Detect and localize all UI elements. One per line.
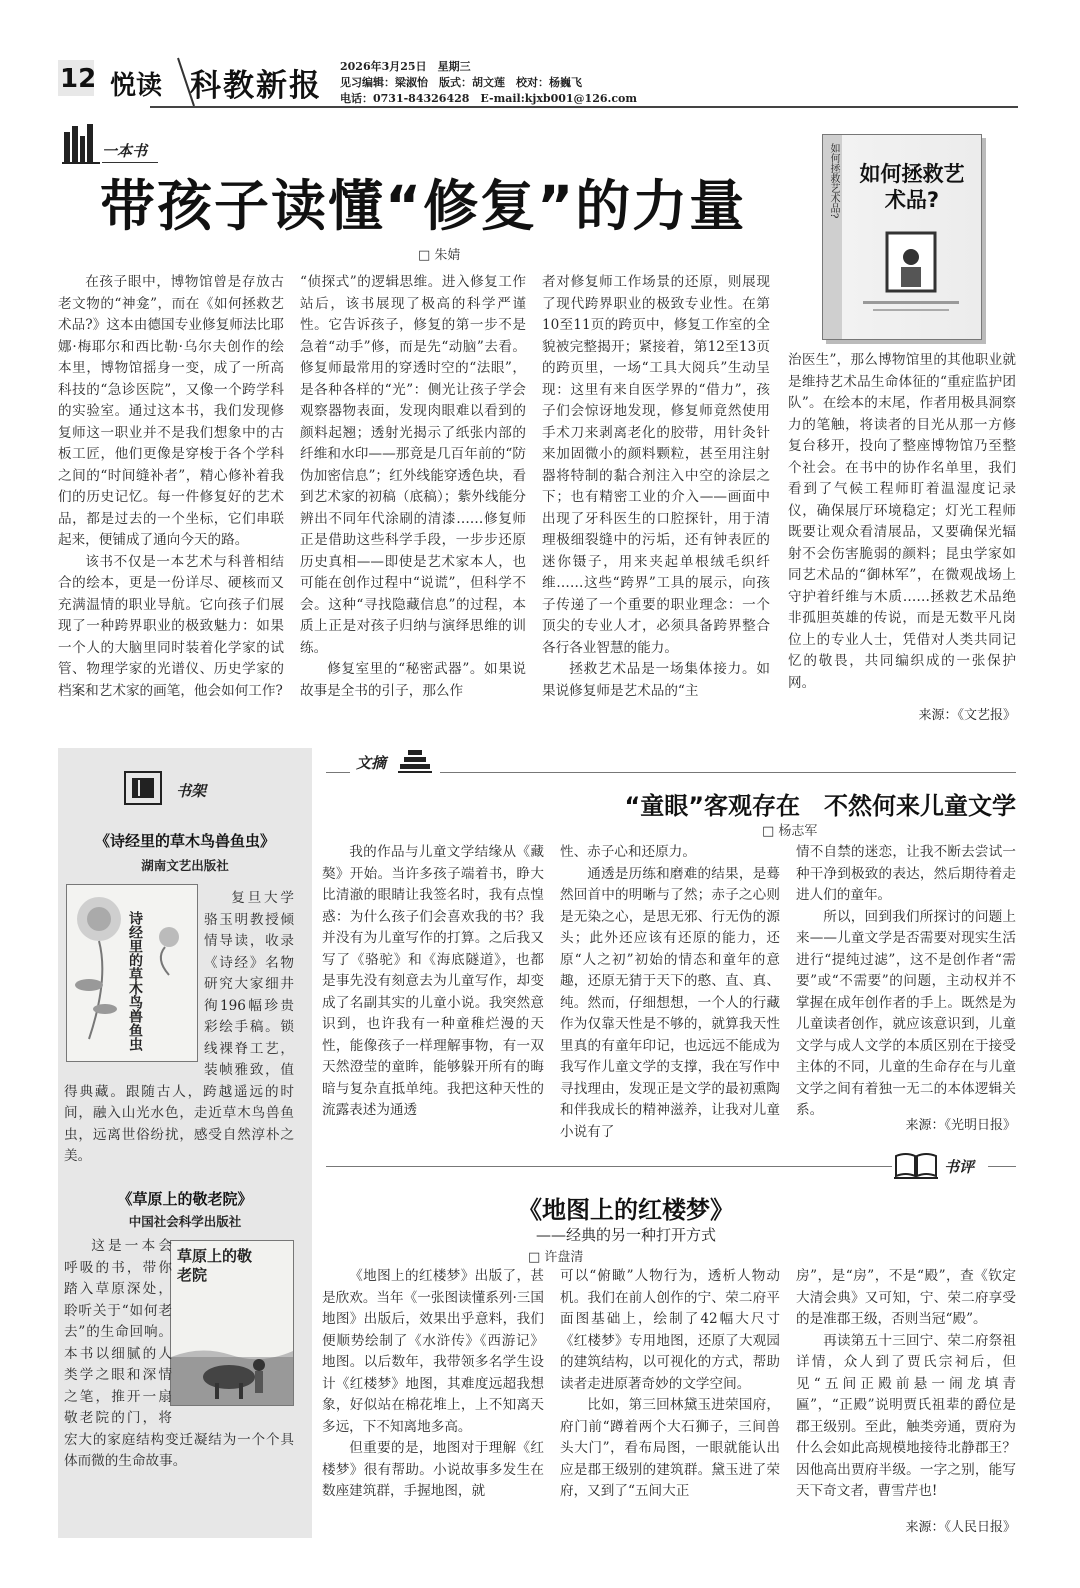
column-tag-onebook <box>62 122 172 166</box>
sidebar-book2-paragraph: 这是一本会呼吸的书，带你踏入草原深处，聆听关于“如何老去”的生命回响。本书以细腻的人类学之眼和深情之笔，推开一扇敬老院的门，将宏大的家庭结构变迁凝结为一个个具体而微的生命故事。 <box>64 1238 294 1469</box>
masthead <box>58 56 1018 108</box>
article1-col4 <box>788 350 1016 694</box>
sidebar-tag-label: 书架 <box>176 782 207 800</box>
paragraph: 情不自禁的迷恋，让我不断去尝试一种干净到极致的表达，然后期待着走进人们的童年。 <box>796 844 1016 903</box>
article2-byline: □ 杨志军 <box>762 824 818 839</box>
sidebar-book1-paragraph: 复旦大学骆玉明教授倾情导读，收录《诗经》名物研究大家细井徇196幅珍贵彩绘手稿。锁线裸脊工艺，装帧雅致，值得典藏。跟随古人，跨越遥远的时间，融入山光水色，走近草木鸟兽鱼虫，远离世俗纷扰，感受自然淳朴之美。 <box>64 890 294 1164</box>
article1-col1 <box>58 272 284 702</box>
article2-column-tag <box>350 748 440 774</box>
sidebar-book1-publisher: 湖南文艺出版社 <box>141 858 229 873</box>
paragraph: 在孩子眼中，博物馆曾是存放古老文物的“神龛”，而在《如何拯救艺术品?》这本由德国专业修复师法比耶娜·梅耶尔和西比勒·乌尔夫创作的绘本里，博物馆摇身一变，成了一所高科技的“急诊医院”，又像一个跨学科的实验室。通过这本书，我们发现修复师这一职业并不是我们想象中的古板工匠，他们更像是穿梭于各个学科之间的“时间缝补者”，精心修补着我们的历史记忆。每一件修复好的艺术品，都是过去的一个坐标，它们串联起来，便铺成了通向今天的路。 <box>58 274 284 548</box>
masthead-rule <box>150 106 1018 108</box>
article2-col3 <box>796 842 1016 1122</box>
paragraph: 《地图上的红楼梦》出版了，甚是欣欢。当年《一张图读懂系列·三国地图》出版后，效果出乎意料，我们便顺势绘制了《水浒传》《西游记》地图。以后数年，我带领多名学生设计《红楼梦》地图，其难度远超我想象，好似站在棉花堆上，上不知离天多远，下不知离地多高。 <box>322 1268 544 1435</box>
books-icon <box>62 122 102 164</box>
column-tag-label: 文摘 <box>356 754 387 772</box>
cover-spine-title: 如何拯救艺术品? <box>828 143 839 219</box>
paragraph: 通透是历练和磨难的结果，是蓦然回首中的明晰与了然；赤子之心则是无染之心，是思无邪、行无伪的源头；此外还应该有还原的能力，还原“人之初”初始的情态和童年的意趣，还原无猜于天下的憨、直、真、纯。然而，仔细想想，一个人的行藏作为仅靠天性是不够的，就算我天性里真的有童年印记，也远远不能成为我写作儿童文学的支撑，我在写作中寻找理由，发现正是文学的最初熏陶和伴我成长的精神滋养，让我对儿童小说有了 <box>560 865 780 1140</box>
column-tag-label: 书评 <box>944 1158 975 1176</box>
paragraph: 比如，第三回林黛玉进荣国府，府门前“蹲着两个大石狮子，三间兽头大门”，看布局图，一眼就能认出应是郡王级别的建筑群。黛玉进了荣府，又到了“五间大正 <box>560 1397 780 1499</box>
stacked-books-icon <box>398 748 434 774</box>
paragraph: 但重要的是，地图对于理解《红楼梦》很有帮助。小说故事多发生在数座建筑群，手握地图，就 <box>322 1440 544 1499</box>
cover-illustration <box>863 223 959 323</box>
book-frame-icon <box>124 770 164 806</box>
paragraph: 我的作品与儿童文学结缘从《藏獒》开始。当许多孩子端着书，睁大比清澈的眼睛让我签名时，我有点惶惑：为什么孩子们会喜欢我的书？我并没有为儿童写作的打算。之后我又写了《骆驼》和《海底隧道》，也都是事先没有刻意去为儿童写作，却变成了名副其实的儿童小说。我突然意识到，也许我有一种童稚烂漫的天性，能像孩子一样理解事物，有一双天然澄莹的童眸，能够躲开所有的晦暗与复杂直抵单纯。我把这种天性的流露表述为通透 <box>322 844 544 1118</box>
paragraph: 可以“俯瞰”人物行为，透析人物动机。我们在前人创作的宁、荣二府平面图基础上，绘制了42幅大尺寸《红楼梦》专用地图，还原了大观园的建筑结构，以可视化的方式，帮助读者走进原著奇妙的文学空间。 <box>560 1268 780 1392</box>
article3-byline: □ 许盘清 <box>528 1250 584 1265</box>
sidebar-book2-title: 《草原上的敬老院》 <box>117 1190 253 1208</box>
paragraph: 性、赤子心和还原力。 <box>560 844 696 860</box>
article3-col3 <box>796 1266 1016 1503</box>
paragraph: 者对修复师工作场景的还原，则展现了现代跨界职业的极致专业性。在第10至11页的跨页中，修复工作室的全貌被完整揭开；紧接着，第12至13页的跨页里，一场“工具大阅兵”生动呈现：这里有来自医学界的“借力”，孩子们会惊讶地发现，修复师竟然使用手术刀来剥离老化的胶带，用针灸针来加固微小的颜料颗粒，甚至用注射器将特制的黏合剂注入中空的涂层之下；也有精密工业的介入——画面中出现了牙科医生的口腔探针，用于清理极细裂缝中的污垢，还有钟表匠的迷你镊子，用来夹起单根绒毛织纤维……这些“跨界”工具的展示，向孩子传递了一个重要的职业理念：一个顶尖的专业人才，必须具备跨界整合各行各业智慧的能力。 <box>542 274 770 656</box>
paragraph: 修复室里的“秘密武器”。如果说故事是全书的引子，那么作 <box>300 661 526 699</box>
sidebar-book2-text <box>64 1236 294 1473</box>
cover-title-vertical: 诗经里的草木鸟兽鱼虫 <box>127 911 143 1051</box>
editors-line: 见习编辑：梁淑怡 版式：胡文莲 校对：杨巍飞 <box>340 76 582 89</box>
date-line: 2026年3月25日 星期三 <box>340 60 471 73</box>
article2-col1 <box>322 842 544 1122</box>
article3-source: 来源：《人民日报》 <box>905 1520 1016 1535</box>
article1-byline: □ 朱婧 <box>418 248 461 263</box>
cover-title: 草原上的敬老院 <box>177 1247 253 1284</box>
article2-col2 <box>560 842 780 1143</box>
paper-name: 科教新报 <box>190 68 322 104</box>
paragraph: 治医生”，那么博物馆里的其他职业就是维持艺术品生命体征的“重症监护团队”。在绘本的末尾，作者用极具洞察力的笔触，将读者的目光从那一方修复台移开，投向了整座博物馆乃至整个社会。在书中的协作名单里，我们看到了气候工程师盯着温湿度记录仪，确保展厅环境稳定；灯光工程师既要让观众看清展品，又要确保光辐射不会伤害脆弱的颜料；昆虫学家如同艺术品的“御林军”，在微观战场上守护着纤维与木质……拯救艺术品绝非孤胆英雄的传说，而是无数平凡岗位上的专业人士，凭借对人类共同记忆的敬畏，共同编织成的一张保护网。 <box>788 352 1016 691</box>
article1-headline: 带孩子读懂“修复”的力量 <box>100 174 747 238</box>
cover-title: 如何拯救艺术品? <box>859 162 965 212</box>
article1-source: 来源：《文艺报》 <box>918 708 1016 723</box>
article1-col3 <box>542 272 770 702</box>
article3-col1 <box>322 1266 544 1503</box>
open-book-icon <box>894 1150 938 1180</box>
sidebar-tag <box>124 770 244 806</box>
column-tag-label: 一本书 <box>102 142 148 160</box>
article1-book-cover <box>822 134 982 340</box>
paragraph: 拯救艺术品是一场集体接力。如果说修复师是艺术品的“主 <box>542 661 770 699</box>
section-name: 悦读 <box>110 71 163 101</box>
contact-line: 电话：0731-84326428 E-mail:kjxb001@126.com <box>340 92 638 105</box>
article3-col2 <box>560 1266 780 1503</box>
page-number-text: 12 <box>60 64 97 94</box>
article2-headline: “童眼”客观存在 不然何来儿童文学 <box>624 792 1016 820</box>
article3-subheadline: ——经典的另一种打开方式 <box>535 1226 716 1244</box>
paragraph: 所以，回到我们所探讨的问题上来——儿童文学是否需要对现实生活进行“提纯过滤”，这不是创作者“需要”或“不需要”的问题，主动权并不掌握在成年创作者的手上。既然是为儿童读者创作，就应该意识到，儿童文学与成人文学的本质区别在于接受主体的不同，儿童的生命存在与儿童文学之间有着独一无二的本体逻辑关系。 <box>796 908 1016 1118</box>
paragraph: 房”，是“房”，不是“殿”，查《钦定大清会典》又可知，宁、荣二府享受的是准郡王级，否则当冠“殿”。 <box>796 1268 1016 1327</box>
article3-headline: 《地图上的红楼梦》 <box>518 1196 734 1224</box>
article1-col2 <box>300 272 526 702</box>
paragraph: “侦探式”的逻辑思维。进入修复工作站后，该书展现了极高的科学严谨性。它告诉孩子，修复的第一步不是急着“动手”修，而是先“动脑”去看。修复师最常用的穿透时空的“法眼”，是各种各样的“光”：侧光让孩子学会观察器物表面，发现肉眼难以看到的颜料起翘；透射光揭示了纸张内部的纤维和水印——那竟是几百年前的“防伪加密信息”；红外线能穿透色块，看到艺术家的初稿（底稿）；紫外线能分辨出不同年代涂刷的清漆……修复师正是借助这些科学手段，一步步还原历史真相——即使是艺术家本人，也可能在创作过程中“说谎”，但科学不会。这种“寻找隐藏信息”的过程，本质上正是对孩子归纳与演绎思维的训练。 <box>300 274 526 656</box>
sidebar-book1-title: 《诗经里的草木鸟兽鱼虫》 <box>94 832 275 850</box>
sidebar-book2-publisher: 中国社会科学出版社 <box>128 1214 242 1229</box>
article2-source: 来源：《光明日报》 <box>905 1118 1016 1133</box>
article3-column-tag <box>892 1150 988 1180</box>
paragraph: 该书不仅是一本艺术与科普相结合的绘本，更是一份详尽、硬核而又充满温情的职业导航。它向孩子们展现了一种跨界职业的极致魅力：如果一个人的大脑里同时装着化学家的试管、物理学家的光谱仪、历史学家的档案和艺术家的画笔，他会如何工作? <box>58 553 284 699</box>
paragraph: 再读第五十三回宁、荣二府祭祖详情，众人到了贾氏宗祠后，但见“五间正殿前悬一闹龙填青匾”，“正殿”说明贾氏祖辈的爵位是郡王级别。至此，触类旁通，贾府为什么会如此高规模地接待北静郡王？因他高出贾府半级。一字之别，能写天下奇文者，曹雪芹也! <box>796 1332 1016 1499</box>
sidebar-book1-text <box>64 888 294 1168</box>
